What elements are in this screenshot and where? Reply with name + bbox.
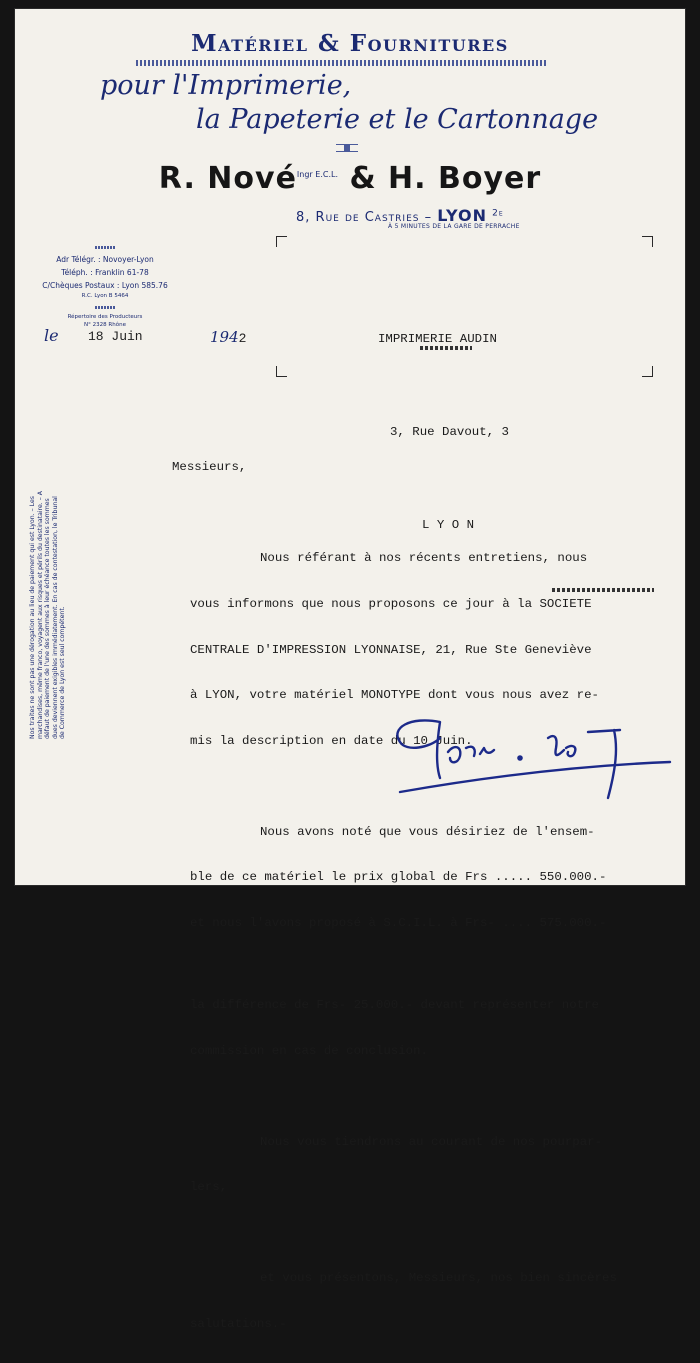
address-window-corner	[642, 366, 653, 377]
legal-notice: Nos traites ne sont pas une dérogation au lieu de paiement qui est Lyon. – Les marchandises, même franco, voyagent aux risques et périls du destinataire. – A défaut de paiement de l'une des sommes à leur échéance toutes les sommes dues deviennent exigibles immédiatement. En cas de contestation, le Tribunal de Commerce de Lyon est seul compétent.	[29, 490, 66, 739]
signature	[370, 708, 680, 808]
producers-register-1: Répertoire des Producteurs	[67, 314, 143, 320]
recipient-line-3: L Y O N	[422, 518, 475, 532]
postal-cheques: C/Chèques Postaux : Lyon 585.76	[42, 281, 168, 290]
salutation: Messieurs,	[172, 460, 247, 475]
body-line: Nous avons noté que vous désiriez de l'ensem-	[260, 824, 595, 839]
amount-underline	[552, 588, 654, 592]
date-prefix: le	[44, 326, 59, 345]
body-line: et vous présentons, Messieurs, nos bien sincères	[260, 1271, 617, 1286]
date-year	[210, 328, 246, 346]
company-name-2: & H. Boyer	[349, 161, 542, 196]
body-line: salutations.-	[190, 1316, 287, 1331]
address-window-corner	[276, 236, 287, 247]
phone-number: Téléph. : Franklin 61-78	[61, 268, 149, 277]
date-year-prefix: 194	[210, 328, 239, 346]
company-name-1: R. Nové	[158, 161, 297, 196]
letterhead-ornament	[336, 144, 358, 152]
body-line: Nous vous tiendrons au courant de nos pourpar-	[260, 1134, 603, 1149]
letterhead-title: Matériel & Fournitures	[191, 30, 509, 57]
body-line: ble de ce matériel le prix global de Frs ..... 550.000.-	[190, 870, 607, 885]
body-line: et nous l'avons proposé à S.C.I.L. à Frs- .... 575.000.-	[190, 916, 607, 931]
recipient-line-2: 3, Rue Davout, 3	[390, 425, 509, 439]
recipient-line-1: IMPRIMERIE AUDIN	[378, 332, 497, 346]
letter-body	[172, 430, 617, 1363]
body-line: CENTRALE D'IMPRESSION LYONNAISE, 21, Rue Ste Geneviève	[190, 642, 592, 657]
body-line: commission en cas de conclusion.	[190, 1043, 428, 1058]
letterhead-script-line-2: la Papeterie et le Cartonnage	[196, 104, 599, 135]
contact-block	[40, 240, 170, 329]
letter-page	[14, 8, 686, 1331]
date-day-month: 18 Juin	[88, 329, 143, 344]
body-line: Nous référant à nos récents entretiens, nous	[260, 551, 588, 566]
engineer-title: Ingr E.C.L.	[296, 170, 338, 179]
telegram-address: Adr Télégr. : Novoyer-Lyon	[56, 255, 154, 264]
body-line: à LYON, votre matériel MONOTYPE dont vous nous avez re-	[190, 688, 599, 703]
divider-tick	[95, 246, 115, 249]
station-note: À 5 MINUTES DE LA GARE DE PERRACHE	[388, 223, 520, 230]
letterhead-script-line-1: pour l'Imprimerie,	[100, 70, 352, 101]
letterhead-dotted-rule	[136, 60, 546, 66]
street-address: 8, Rue de Castries –	[296, 210, 433, 225]
date-year-suffix: 2	[238, 331, 247, 346]
body-line: vous informons que nous proposons ce jour à la SOCIETE	[190, 597, 592, 612]
trade-register: R.C. Lyon B 5464	[81, 293, 129, 299]
recipient-underline	[420, 346, 472, 350]
address-window-corner	[276, 366, 287, 377]
producers-register-2: N° 2328 Rhône	[84, 322, 126, 328]
company-names	[14, 161, 686, 196]
city: LYON	[437, 206, 487, 225]
address-window-corner	[642, 236, 653, 247]
body-line: mis la description en date du 10 Juin.	[190, 733, 473, 748]
body-line: lers,	[190, 1180, 228, 1195]
body-line: la différence de Frs- 25.000.- devant représenter notre	[190, 998, 599, 1013]
divider-tick	[95, 306, 115, 309]
arrondissement: 2e	[492, 208, 504, 219]
